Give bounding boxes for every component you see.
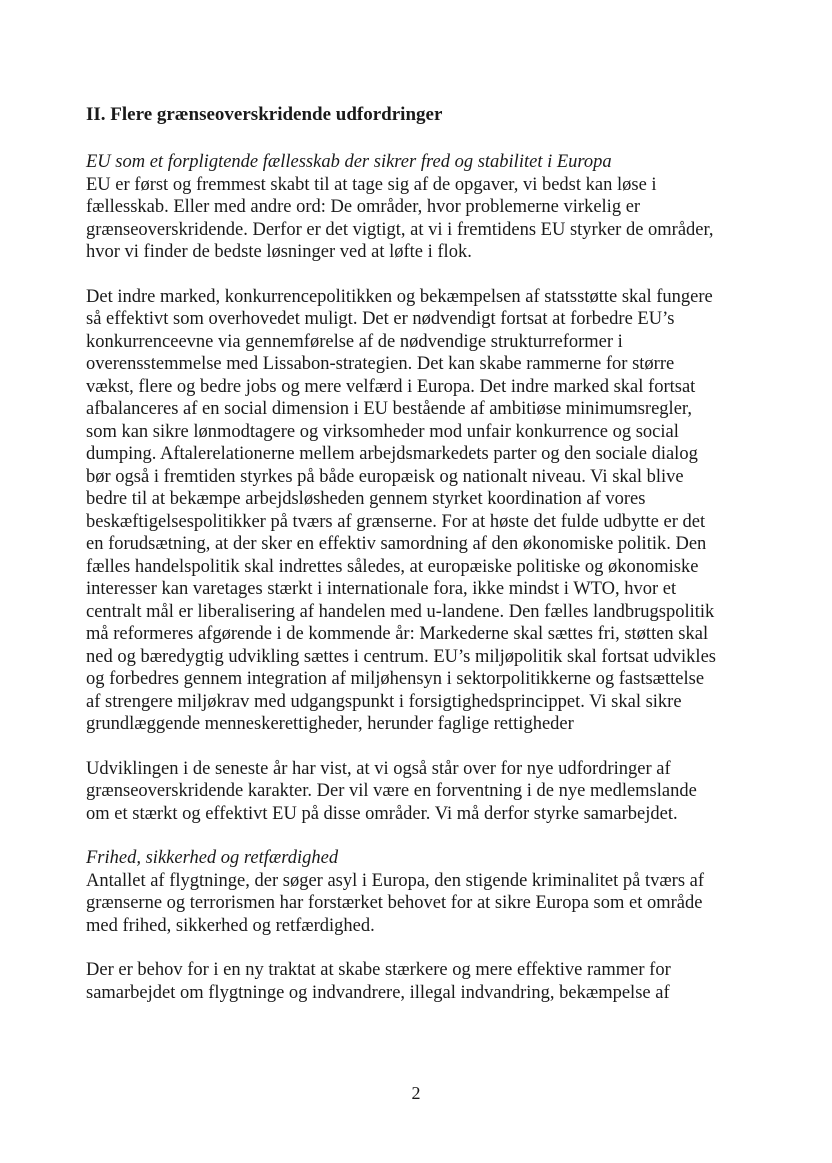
- text-line: EU er først og fremmest skabt til at tage sig af de opgaver, vi bedst kan løse i: [86, 174, 657, 195]
- text-line: grænseoverskridende karakter. Der vil være en forventning i de nye medlemslande: [86, 781, 697, 801]
- text-line: beskæftigelsespolitikker på tværs af grænserne. For at høste det fulde udbytte er det: [86, 511, 706, 532]
- text-line: Udviklingen i de seneste år har vist, at vi også står over for nye udfordringer af: [86, 758, 671, 779]
- text-line: hvor vi finder de bedste løsninger ved at løfte i flok.: [86, 242, 472, 262]
- text-line: samarbejdet om flygtninge og indvandrere, illegal indvandring, bekæmpelse af: [86, 982, 670, 1003]
- text-line: ned og bæredygtig udvikling sættes i centrum. EU’s miljøpolitik skal fortsat udvikles: [86, 646, 716, 667]
- subheading: Frihed, sikkerhed og retfærdighed: [86, 848, 339, 868]
- paragraph-block-3: [86, 758, 754, 826]
- text-line: grænseoverskridende. Derfor er det vigtigt, at vi i fremtidens EU styrker de områder,: [86, 219, 714, 240]
- paragraph: [86, 758, 754, 826]
- paragraph-block-5: [86, 959, 754, 1004]
- text-line: som kan sikre lønmodtagere og virksomheder mod unfair konkurrence og social: [86, 421, 679, 442]
- section-heading: II. Flere grænseoverskridende udfordringer: [86, 104, 443, 125]
- paragraph-block-1: [86, 151, 754, 264]
- text-line: med frihed, sikkerhed og retfærdighed.: [86, 915, 375, 936]
- paragraph: [86, 286, 754, 736]
- paragraph: [86, 959, 754, 1004]
- text-line: Antallet af flygtninge, der søger asyl i Europa, den stigende kriminalitet på tværs af: [86, 870, 705, 891]
- text-line: om et stærkt og effektivt EU på disse områder. Vi må derfor styrke samarbejdet.: [86, 803, 678, 824]
- text-line: overensstemmelse med Lissabon-strategien. Det kan skabe rammerne for større: [86, 354, 675, 374]
- document-page: [86, 103, 754, 1026]
- text-line: må reformeres afgørende i de kommende år: Markederne skal sættes fri, støtten skal: [86, 624, 709, 644]
- text-line: så effektivt som overhovedet muligt. Det er nødvendigt fortsat at forbedre EU’s: [86, 309, 675, 329]
- text-line: bør også i fremtiden styrkes på både europæisk og nationalt niveau. Vi skal blive: [86, 466, 684, 487]
- text-line: vækst, flere og bedre jobs og mere velfærd i Europa. Det indre marked skal fortsat: [86, 376, 696, 397]
- text-line: af strengere miljøkrav med udgangspunkt i forsigtighedsprincippet. Vi skal sikre: [86, 691, 682, 712]
- text-line: grundlæggende menneskerettigheder, herunder faglige rettigheder: [86, 714, 574, 734]
- text-line: en forudsætning, at der sker en effektiv samordning af den økonomiske politik. Den: [86, 534, 707, 554]
- text-line: fællesskab. Eller med andre ord: De områder, hvor problemerne virkelig er: [86, 197, 641, 217]
- text-line: og forbedres gennem integration af miljøhensyn i sektorpolitikkerne og fastsættelse: [86, 669, 705, 689]
- text-line: dumping. Aftalerelationerne mellem arbejdsmarkedets parter og den sociale dialog: [86, 444, 698, 464]
- subheading: EU som et forpligtende fællesskab der sikrer fred og stabilitet i Europa: [86, 152, 612, 172]
- paragraph: [86, 174, 754, 264]
- paragraph-block-4: [86, 847, 754, 937]
- text-line: fælles handelspolitik skal indrettes således, at europæiske politiske og økonomiske: [86, 556, 699, 577]
- text-line: bedre til at bekæmpe arbejdsløsheden gennem styrket koordination af vores: [86, 489, 646, 509]
- text-line: konkurrenceevne via gennemførelse af de nødvendige strukturreformer i: [86, 331, 623, 352]
- text-line: afbalanceres af en social dimension i EU bestående af ambitiøse minimumsregler,: [86, 399, 692, 419]
- text-line: Det indre marked, konkurrencepolitikken og bekæmpelsen af statsstøtte skal fungere: [86, 286, 713, 307]
- page-number: 2: [411, 1083, 421, 1103]
- text-line: interesser kan varetages stærkt i internationale fora, ikke mindst i WTO, hvor et: [86, 579, 677, 599]
- paragraph: [86, 870, 754, 938]
- paragraph-block-2: [86, 286, 754, 736]
- text-line: grænserne og terrorismen har forstærket behovet for at sikre Europa som et område: [86, 893, 703, 913]
- text-line: Der er behov for i en ny traktat at skabe stærkere og mere effektive rammer for: [86, 960, 671, 980]
- text-line: centralt mål er liberalisering af handelen med u-landene. Den fælles landbrugspolitik: [86, 601, 715, 622]
